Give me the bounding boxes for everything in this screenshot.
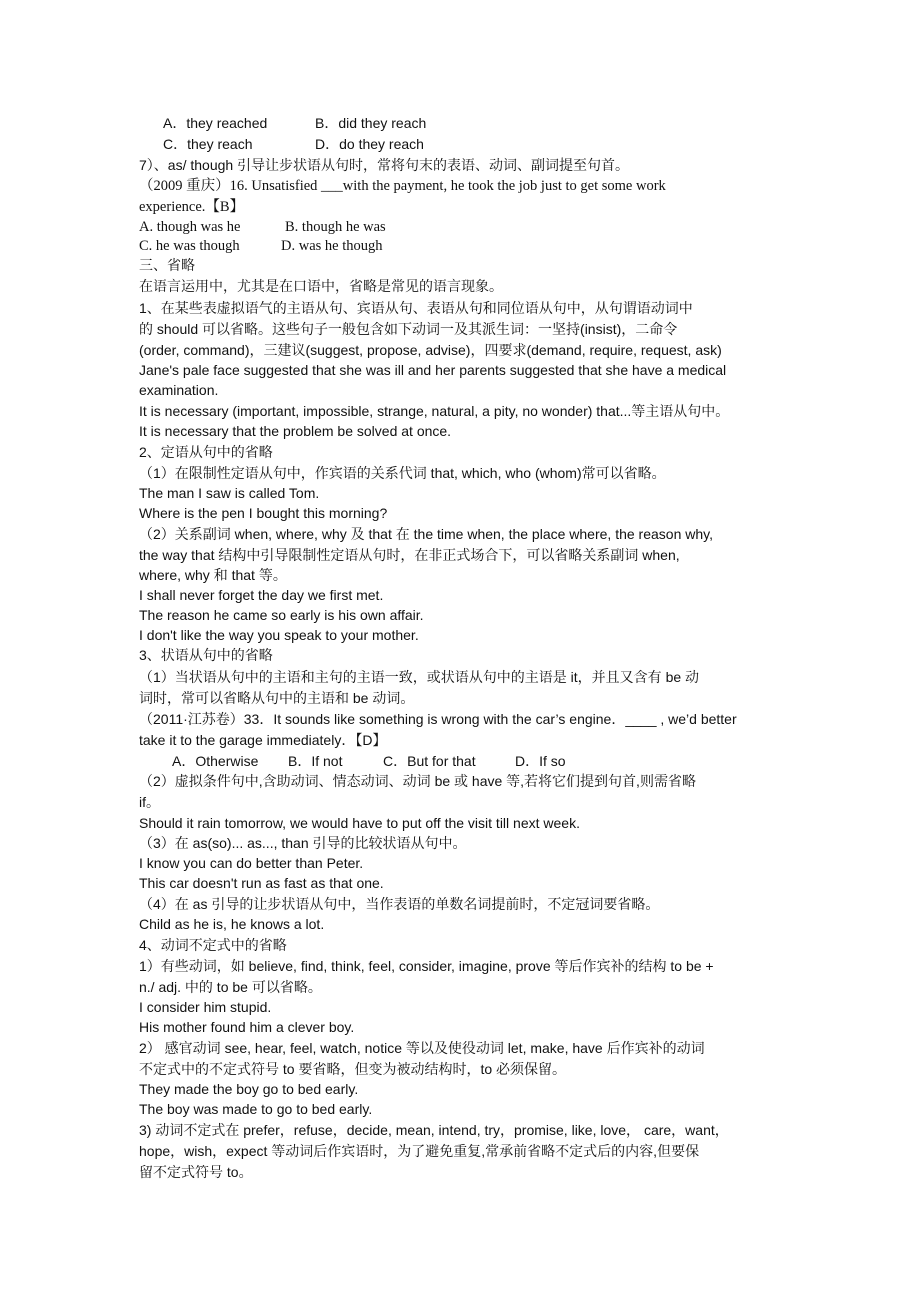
subsection-heading: 4、动词不定式中的省略 bbox=[139, 937, 287, 953]
paragraph-line: 1、在某些表虚拟语气的主语从句、宾语从句、表语从句和同位语从句中，从句谓语动词中 bbox=[139, 300, 693, 316]
paragraph-line: n./ adj. 中的 to be 可以省略。 bbox=[139, 979, 322, 995]
option-a: A．they reached bbox=[163, 115, 268, 131]
paragraph-line: （2）虚拟条件句中,含助动词、情态动词、动词 be 或 have 等,若将它们提到句首,则需省略 bbox=[139, 773, 696, 789]
example-sentence: Jane's pale face suggested that she was ill and her parents suggested that she have a medical bbox=[139, 362, 727, 378]
option-a: A. though was he bbox=[139, 219, 241, 235]
example-sentence: I know you can do better than Peter. bbox=[139, 855, 364, 871]
paragraph-line: 的 should 可以省略。这些句子一般包含如下动词一及其派生词：一坚持(insist)，二命令 bbox=[139, 321, 678, 337]
section-3-heading: 三、省略 bbox=[139, 257, 195, 273]
exam-question-answer: experience.【B】 bbox=[139, 199, 245, 215]
example-sentence: I consider him stupid. bbox=[139, 999, 272, 1015]
example-sentence: The man I saw is called Tom. bbox=[139, 485, 320, 501]
paragraph-line: 不定式中的不定式符号 to 要省略，但变为被动结构时，to 必须保留。 bbox=[139, 1061, 567, 1077]
option-c: C．But for that bbox=[383, 753, 476, 769]
example-sentence: The boy was made to go to bed early. bbox=[139, 1101, 373, 1117]
exam-question-answer: take it to the garage immediately．【D】 bbox=[139, 732, 387, 748]
paragraph-intro: 在语言运用中，尤其是在口语中，省略是常见的语言现象。 bbox=[139, 278, 503, 294]
option-b: B．did they reach bbox=[315, 115, 427, 131]
answer-options-row-3 bbox=[139, 217, 386, 237]
option-c: C. he was though bbox=[139, 238, 240, 254]
option-d: D．do they reach bbox=[315, 136, 424, 152]
paragraph-line: （4）在 as 引导的让步状语从句中，当作表语的单数名词提前时，不定冠词要省略。 bbox=[139, 896, 660, 912]
subsection-heading: 3、状语从句中的省略 bbox=[139, 647, 273, 663]
paragraph-line: 留不定式符号 to。 bbox=[139, 1164, 253, 1180]
option-a: A．Otherwise bbox=[172, 753, 259, 769]
answer-options-row-2 bbox=[139, 134, 424, 154]
subsection-heading: 2、定语从句中的省略 bbox=[139, 444, 273, 460]
example-sentence: His mother found him a clever boy. bbox=[139, 1019, 355, 1035]
paragraph-line: if。 bbox=[139, 794, 160, 810]
example-sentence: I don't like the way you speak to your mother. bbox=[139, 627, 419, 643]
answer-options-row-4 bbox=[139, 236, 383, 256]
answer-options-row-1 bbox=[139, 113, 427, 133]
paragraph-line: 词时，常可以省略从句中的主语和 be 动词。 bbox=[139, 690, 415, 706]
paragraph-line: 2） 感官动词 see, hear, feel, watch, notice 等以及使役动词 let, make, have 后作宾补的动词 bbox=[139, 1040, 705, 1056]
paragraph-line: （2）关系副词 when, where, why 及 that 在 the time when, the place where, the reason why, bbox=[139, 526, 713, 542]
rule-7-heading: 7）、as/ though 引导让步状语从句时，常将句末的表语、动词、副词提至句首。 bbox=[139, 157, 630, 173]
example-sentence: Should it rain tomorrow, we would have to put off the visit till next week. bbox=[139, 815, 580, 831]
example-sentence: I shall never forget the day we first met. bbox=[139, 587, 384, 603]
option-b: B. though he was bbox=[285, 219, 386, 235]
paragraph-line: （1）在限制性定语从句中，作宾语的关系代词 that, which, who (whom)常可以省略。 bbox=[139, 465, 666, 481]
paragraph-line: 3) 动词不定式在 prefer，refuse，decide, mean, intend, try，promise, like, love， care，want， bbox=[139, 1122, 729, 1138]
example-sentence: It is necessary that the problem be solved at once. bbox=[139, 423, 452, 439]
option-d: D. was he though bbox=[281, 238, 383, 254]
paragraph-line: the way that 结构中引导限制性定语从句时，在非正式场合下，可以省略关系副词 when, bbox=[139, 547, 680, 563]
paragraph-line: 1）有些动词，如 believe, find, think, feel, consider, imagine, prove 等后作宾补的结构 to be + bbox=[139, 958, 714, 974]
paragraph-line: It is necessary (important, impossible, strange, natural, a pity, no wonder) that...等主语从句中。 bbox=[139, 403, 730, 419]
option-b: B．If not bbox=[288, 753, 343, 769]
example-sentence: The reason he came so early is his own affair. bbox=[139, 607, 424, 623]
example-sentence: They made the boy go to bed early. bbox=[139, 1081, 359, 1097]
example-sentence: Child as he is, he knows a lot. bbox=[139, 916, 325, 932]
exam-question-2011: （2011·江苏卷）33．It sounds like something is wrong with the car’s engine．____ , we’d better bbox=[139, 711, 737, 727]
option-d: D．If so bbox=[515, 753, 566, 769]
example-sentence: This car doesn't run as fast as that one. bbox=[139, 875, 384, 891]
paragraph-line: (order, command)，三建议(suggest, propose, advise)，四要求(demand, require, request, ask) bbox=[139, 342, 722, 358]
paragraph-line: hope，wish，expect 等动词后作宾语时，为了避免重复,常承前省略不定式后的内容,但要保 bbox=[139, 1143, 700, 1159]
example-sentence: examination. bbox=[139, 382, 219, 398]
paragraph-line: （1）当状语从句中的主语和主句的主语一致，或状语从句中的主语是 it，并且又含有 be 动 bbox=[139, 669, 700, 685]
paragraph-line: where, why 和 that 等。 bbox=[139, 567, 287, 583]
option-c: C．they reach bbox=[163, 136, 253, 152]
example-sentence: Where is the pen I bought this morning? bbox=[139, 505, 388, 521]
paragraph-line: （3）在 as(so)... as..., than 引导的比较状语从句中。 bbox=[139, 835, 467, 851]
exam-question-2009: （2009 重庆）16. Unsatisfied ___with the payment, he took the job just to get some work bbox=[139, 178, 666, 194]
